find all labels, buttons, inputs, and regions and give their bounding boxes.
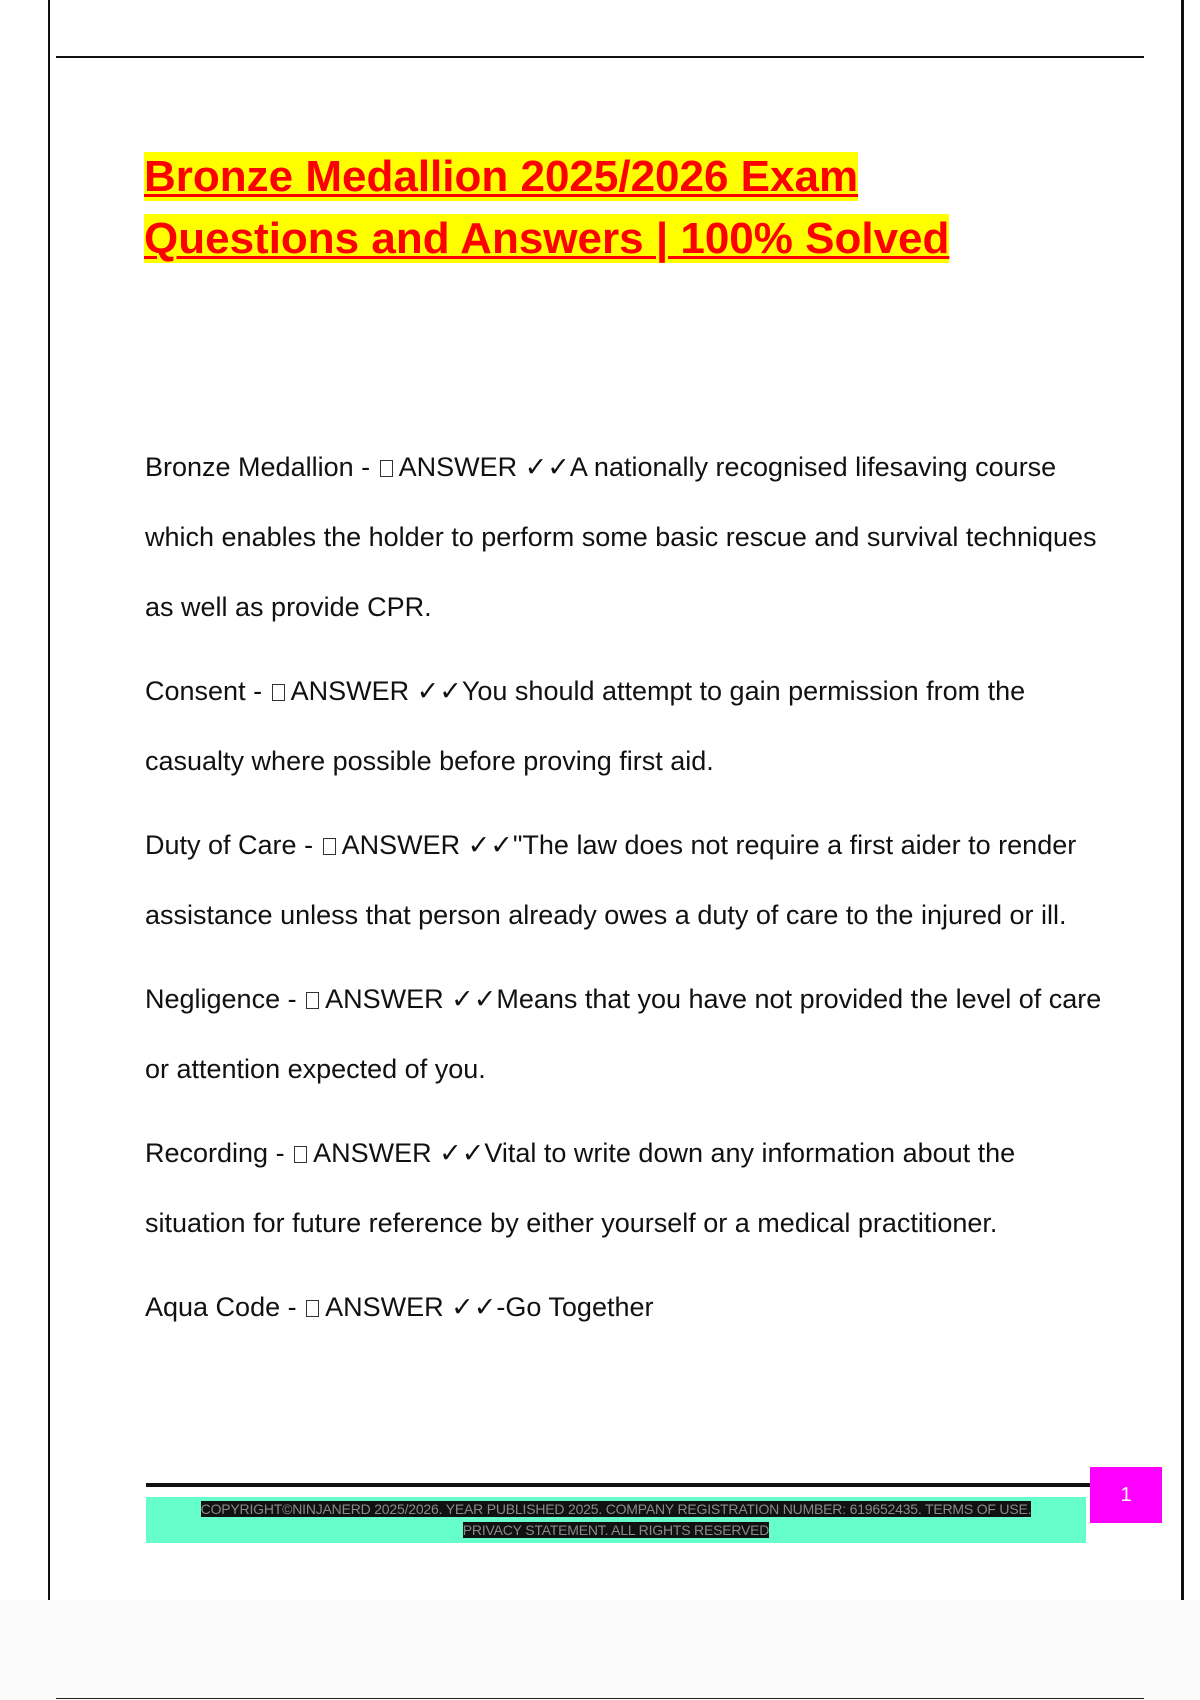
qa-entry: Negligence - ANSWER ✓✓Means that you have not provided the level of care or attention expected of you. [145,984,1102,1084]
entry-text: -Go Together [496,1292,654,1322]
answer-label: ANSWER [341,830,461,860]
box-icon [323,838,336,855]
entry-term: Aqua Code [145,1292,281,1322]
entry-term: Consent [145,676,246,706]
page-number: 1 [1120,1483,1132,1506]
qa-entry: Recording - ANSWER ✓✓Vital to write down any information about the situation for future reference by either yourself or a medical practitioner. [145,1138,1016,1238]
entry-text: A nationally recognised lifesaving course which enables the holder to perform some basic rescue and survival techniques as well as provide CPR. [145,452,1097,622]
answer-label: ANSWER [325,984,444,1014]
qa-entry: Consent - ANSWER ✓✓You should attempt to gain permission from the casualty where possible before proving first aid. [145,676,1026,776]
footer-band [146,1497,1086,1543]
entry-term: Negligence [145,984,281,1014]
check-icon: ✓✓ [439,1138,485,1168]
header-rule [56,56,1144,58]
page-number-badge [1090,1467,1162,1523]
check-icon: ✓✓ [416,676,462,706]
box-icon [272,684,285,701]
check-icon: ✓✓ [524,452,570,482]
check-icon: ✓✓ [451,1292,497,1322]
box-icon [306,1300,319,1317]
document-title [144,146,1104,270]
copyright-text: COPYRIGHT©NINJANERD 2025/2026. YEAR PUBLISHED 2025. COMPANY REGISTRATION NUMBER: 619652435. TERMS OF USE. PRIVACY STATEMENT. ALL RIGHTS RESERVED [200,1501,1032,1538]
answer-label: ANSWER [398,452,518,482]
qa-entry: Bronze Medallion - ANSWER ✓✓A nationally recognised lifesaving course which enables the holder to perform some basic rescue and survival techniques as well as provide CPR. [145,452,1097,622]
footer-rule [146,1483,1090,1487]
answer-label: ANSWER [313,1138,432,1168]
entry-term: Bronze Medallion [145,452,354,482]
box-icon [306,992,319,1009]
title-line-1: Bronze Medallion 2025/2026 Exam [144,152,859,201]
entry-text: Means that you have not provided the level of care or attention expected of you. [145,984,1102,1084]
box-icon [294,1146,307,1163]
entry-term: Duty of Care [145,830,297,860]
title-line-2: Questions and Answers | 100% Solved [144,214,950,263]
box-icon [380,460,393,477]
check-icon: ✓✓ [451,984,497,1014]
qa-entry: Duty of Care - ANSWER ✓✓"The law does not require a first aider to render assistance unless that person already owes a duty of care to the injured or ill. [145,830,1077,930]
entry-text: Vital to write down any information about the situation for future reference by either yourself or a medical practitioner. [145,1138,1016,1238]
bottom-edge-rule [56,1698,1144,1699]
check-icon: ✓✓ [467,830,513,860]
qa-list [145,432,1105,1356]
answer-label: ANSWER [325,1292,444,1322]
entry-term: Recording [145,1138,269,1168]
answer-label: ANSWER [290,676,410,706]
qa-entry: Aqua Code - ANSWER ✓✓-Go Together [145,1292,654,1322]
entry-text: You should attempt to gain permission from the casualty where possible before proving first aid. [145,676,1026,776]
entry-text: "The law does not require a first aider to render assistance unless that person already owes a duty of care to the injured or ill. [145,830,1077,930]
page-bottom-area [0,1600,1200,1700]
